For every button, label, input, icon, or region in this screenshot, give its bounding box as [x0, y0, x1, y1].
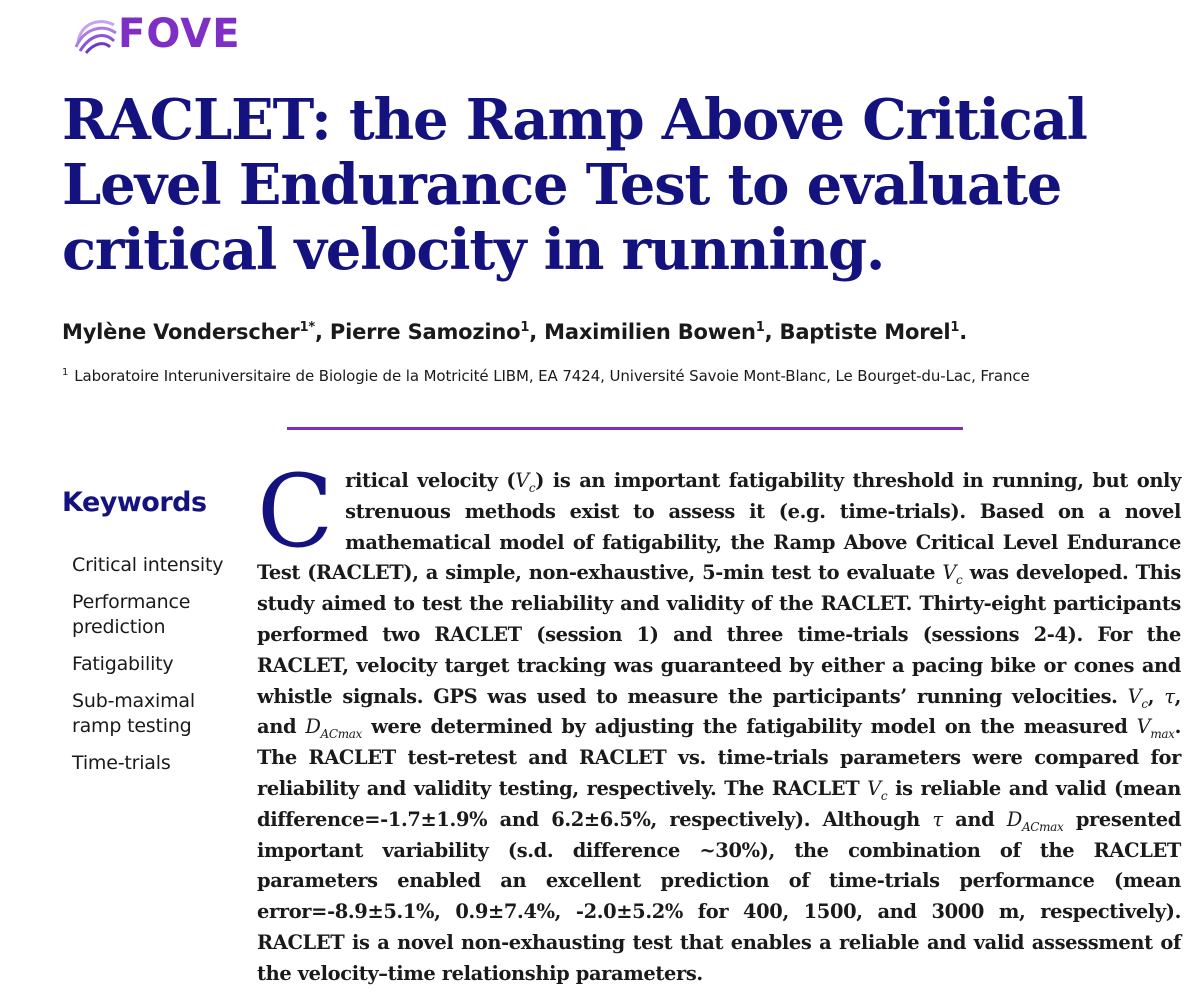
brand-logo [70, 12, 241, 56]
abstract-text: is reliable and valid (mean difference=-1.7±1.9% and 6.2±6.5%, respectively). Although [257, 776, 1181, 831]
abstract-text: , [1147, 684, 1165, 708]
math-subscript: c [1141, 696, 1148, 711]
math-symbol-base: V [942, 561, 956, 585]
math-subscript: c [956, 573, 963, 588]
abstract-text: ) is an important fatigability threshold in running, but only strenuous methods exist to assess it (e.g. time-trials). Based on a novel mathematical model of fatigability, the Ramp Above Critical Level Endurance Test (RACLET), a simple, non-exhaustive, 5-min test to evaluate [257, 469, 1181, 585]
math-symbol-base: D [1006, 807, 1022, 831]
affiliation [62, 367, 1030, 385]
author-separator: . [959, 320, 968, 344]
keyword-list [72, 553, 242, 788]
keyword-item: Sub-maximal ramp testing [72, 690, 195, 737]
author-affiliation-mark: 1* [299, 320, 315, 335]
math-subscript: c [880, 788, 888, 803]
math-symbol [932, 808, 942, 831]
affiliation-text: Laboratoire Interuniversitaire de Biologie de la Motricité LIBM, EA 7424, Université Savoie Mont-Blanc, Le Bourget-du-Lac, France [74, 367, 1030, 385]
math-symbol-base: V [515, 469, 529, 492]
math-symbol-base: D [305, 715, 321, 739]
section-divider [287, 427, 963, 430]
math-symbol [515, 469, 536, 495]
keyword-item: Time-trials [72, 752, 171, 774]
math-symbol [1127, 684, 1148, 711]
author-affiliation-mark: 1 [950, 320, 960, 335]
author-affiliation-mark: 1 [755, 320, 765, 335]
abstract-text: was developed. This study aimed to test the reliability and validity of the RACLET. Thirty-eight participants performed two RACLET (session 1) and three time-trials (sessions 2-4). For the RACLET, velocity target tracking was guaranteed by either a pacing bike or cones and whistle signals. GPS was used to measure the participants’ running velocities. [257, 561, 1181, 708]
author-name: Pierre Samozino [329, 320, 521, 344]
math-subscript: max [1150, 727, 1175, 742]
math-subscript: ACmax [320, 727, 362, 742]
abstract-text: . The RACLET test-retest and RACLET vs. time-trials parameters were compared for reliability and validity testing, respectively. The RACLET [257, 715, 1181, 800]
author-list [62, 320, 967, 344]
math-symbol [1164, 685, 1174, 708]
paper-title: RACLET: the Ramp Above Critical Level Endurance Test to evaluate critical velocity in running. [62, 87, 1087, 283]
math-symbol-base: τ [932, 807, 943, 831]
keywords-heading: Keywords [62, 487, 207, 518]
keyword-item: Critical intensity [72, 554, 224, 576]
math-symbol [867, 776, 888, 803]
math-symbol-base: τ [1164, 684, 1175, 708]
author-separator: , [764, 320, 780, 344]
author-separator: , [315, 320, 330, 344]
author-affiliation-mark: 1 [520, 320, 530, 335]
math-symbol-base: V [867, 776, 881, 800]
author-name: Mylène Vonderscher [62, 320, 300, 344]
fove-logo-icon [70, 13, 120, 55]
abstract-text: ritical velocity ( [345, 469, 516, 492]
math-symbol [1006, 807, 1064, 834]
abstract-text: presented important variability (s.d. difference ~30%), the combination of the RACLET parameters enabled an excellent prediction of time-trials performance (mean error=-8.9±5.1%, 0.9±7.4%, -2.0±5.2% for 400, 1500, and 3000 m, respectively). RACLET is a novel non-exhausting test that enables a reliable and valid assessment of the velocity–time relationship parameters. [257, 807, 1181, 985]
author-name: Baptiste Morel [779, 320, 951, 344]
math-symbol-base: V [1127, 684, 1142, 708]
author-name: Maximilien Bowen [544, 320, 756, 344]
math-subscript: ACmax [1021, 819, 1064, 834]
abstract-drop-cap: C [257, 453, 334, 570]
author-separator: , [529, 320, 545, 344]
abstract-text: were determined by adjusting the fatigability model on the measured [361, 715, 1137, 739]
keyword-item: Performance prediction [72, 591, 191, 638]
math-symbol [942, 561, 963, 588]
math-symbol [1136, 715, 1175, 742]
abstract [257, 453, 1181, 990]
math-subscript: c [528, 480, 536, 495]
abstract-text: and [942, 807, 1007, 831]
keyword-item: Fatigability [72, 653, 174, 675]
abstract-body [257, 453, 1181, 985]
brand-name: FOVE [118, 11, 241, 57]
affiliation-marker: 1 [62, 367, 69, 378]
math-symbol-base: V [1136, 715, 1151, 739]
math-symbol [305, 715, 362, 742]
abstract-text: , and [257, 684, 1181, 739]
